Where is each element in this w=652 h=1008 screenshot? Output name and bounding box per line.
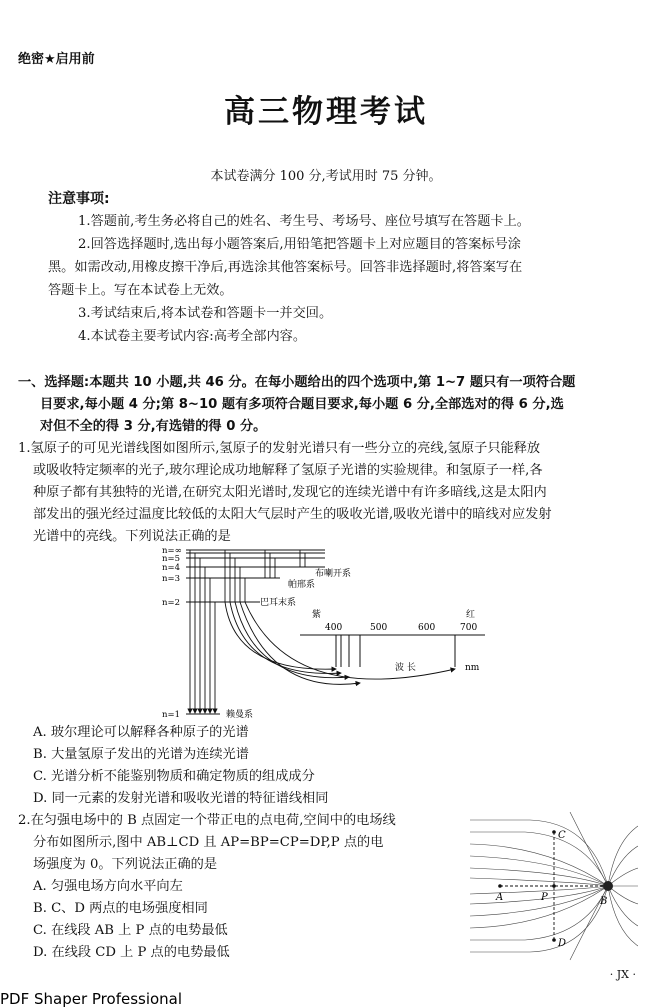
level-label-inf: n=∞ — [162, 546, 182, 556]
label-d: D — [558, 938, 567, 949]
notice-line-5: 3.考试结束后,将本试卷和答题卡一并交回。 — [78, 306, 333, 321]
point-charge-b — [603, 881, 613, 891]
electric-field-diagram — [470, 812, 638, 962]
q1-line-4: 部发出的强光经过温度比较低的太阳大气层时产生的吸收光谱,吸收光谱中的暗线对应发射 — [33, 507, 552, 522]
q1-line-3: 种原子都有其独特的光谱,在研究太阳光谱时,发现它的连续光谱中有许多暗线,这是太阳内 — [33, 485, 547, 500]
level-label-5: n=5 — [162, 554, 181, 564]
section1-line-3: 对但不全的得 3 分,有选错的得 0 分。 — [40, 419, 267, 434]
tick-700: 700 — [460, 623, 478, 633]
q1-option-b[interactable]: B. 大量氢原子发出的光谱为连续光谱 — [33, 747, 249, 762]
q2-option-d[interactable]: D. 在线段 CD 上 P 点的电势最低 — [33, 945, 230, 960]
level-label-4: n=4 — [162, 563, 181, 573]
q2-line-1: 2.在匀强电场中的 B 点固定一个带正电的点电荷,空间中的电场线 — [18, 813, 396, 828]
q2-option-a[interactable]: A. 匀强电场方向水平向左 — [33, 879, 183, 894]
tick-600: 600 — [418, 623, 436, 633]
tick-400: 400 — [325, 623, 343, 633]
brackett-series-label: 布喇开系 — [315, 569, 352, 579]
q2-option-c[interactable]: C. 在线段 AB 上 P 点的电势最低 — [33, 923, 228, 938]
point-c-dot — [552, 830, 556, 834]
confidential-label: 绝密★启用前 — [18, 52, 95, 67]
q1-line-5: 光谱中的亮线。下列说法正确的是 — [33, 529, 231, 544]
label-a: A — [496, 892, 504, 903]
q2-option-b[interactable]: B. C、D 两点的电场强度相同 — [33, 901, 208, 916]
notice-line-4: 答题卡上。写在本试卷上无效。 — [48, 283, 233, 298]
wavelength-label: 波 长 — [395, 663, 416, 673]
balmer-series-label: 巴耳末系 — [260, 598, 297, 608]
point-d-dot — [552, 938, 556, 942]
q2-line-3: 场强度为 0。下列说法正确的是 — [33, 857, 218, 872]
q1-line-2: 或吸收特定频率的光子,玻尔理论成功地解释了氢原子光谱的实验规律。和氢原子一样,各 — [33, 463, 543, 478]
hydrogen-spectrum-diagram — [160, 545, 490, 723]
q2-line-2: 分布如图所示,图中 AB⊥CD 且 AP=BP=CP=DP,P 点的电 — [33, 835, 384, 850]
page-footer-code: · JX · — [609, 968, 636, 981]
label-p: P — [541, 892, 548, 903]
violet-label: 紫 — [312, 610, 322, 620]
notice-line-3: 黑。如需改动,用橡皮擦干净后,再选涂其他答案标号。回答非选择题时,将答案写在 — [48, 260, 523, 275]
red-label: 红 — [466, 610, 476, 620]
label-c: C — [558, 830, 566, 841]
level-label-3: n=3 — [162, 574, 181, 584]
q1-option-a[interactable]: A. 玻尔理论可以解释各种原子的光谱 — [33, 725, 249, 740]
point-p-dot — [552, 884, 556, 888]
section1-line-2: 目要求,每小题 4 分;第 8~10 题有多项符合题目要求,每小题 6 分,全部选对的得 6 分,选 — [40, 397, 564, 412]
pdf-watermark: PDF Shaper Professional — [0, 990, 183, 1008]
level-label-1: n=1 — [162, 710, 181, 720]
exam-subtitle: 本试卷满分 100 分,考试用时 75 分钟。 — [210, 169, 442, 184]
q1-option-c[interactable]: C. 光谱分析不能鉴别物质和确定物质的组成成分 — [33, 769, 315, 784]
notice-line-1: 1.答题前,考生务必将自己的姓名、考生号、考场号、座位号填写在答题卡上。 — [78, 214, 530, 229]
energy-levels — [186, 550, 325, 714]
label-b: B — [600, 896, 608, 907]
notice-line-2: 2.回答选择题时,选出每小题答案后,用铅笔把答题卡上对应题目的答案标号涂 — [78, 237, 521, 252]
q1-option-d[interactable]: D. 同一元素的发射光谱和吸收光谱的特征谱线相同 — [33, 791, 329, 806]
lyman-transitions — [190, 550, 215, 713]
exam-title: 高三物理考试 — [224, 94, 428, 130]
notice-line-6: 4.本试卷主要考试内容:高考全部内容。 — [78, 329, 307, 344]
section1-line-1: 一、选择题:本题共 10 小题,共 46 分。在每小题给出的四个选项中,第 1~7 题只有一项符合题 — [18, 375, 576, 390]
unit-label: nm — [465, 663, 480, 673]
emission-curves — [225, 602, 455, 684]
paschen-series-label: 帕邢系 — [288, 580, 316, 590]
q1-line-1: 1.氢原子的可见光谱线图如图所示,氢原子的发射光谱只有一些分立的亮线,氢原子只能释放 — [18, 441, 541, 456]
notice-heading: 注意事项: — [48, 191, 110, 207]
point-a-dot — [498, 884, 502, 888]
lyman-series-label: 赖曼系 — [226, 710, 254, 720]
tick-500: 500 — [370, 623, 388, 633]
level-label-2: n=2 — [162, 598, 181, 608]
